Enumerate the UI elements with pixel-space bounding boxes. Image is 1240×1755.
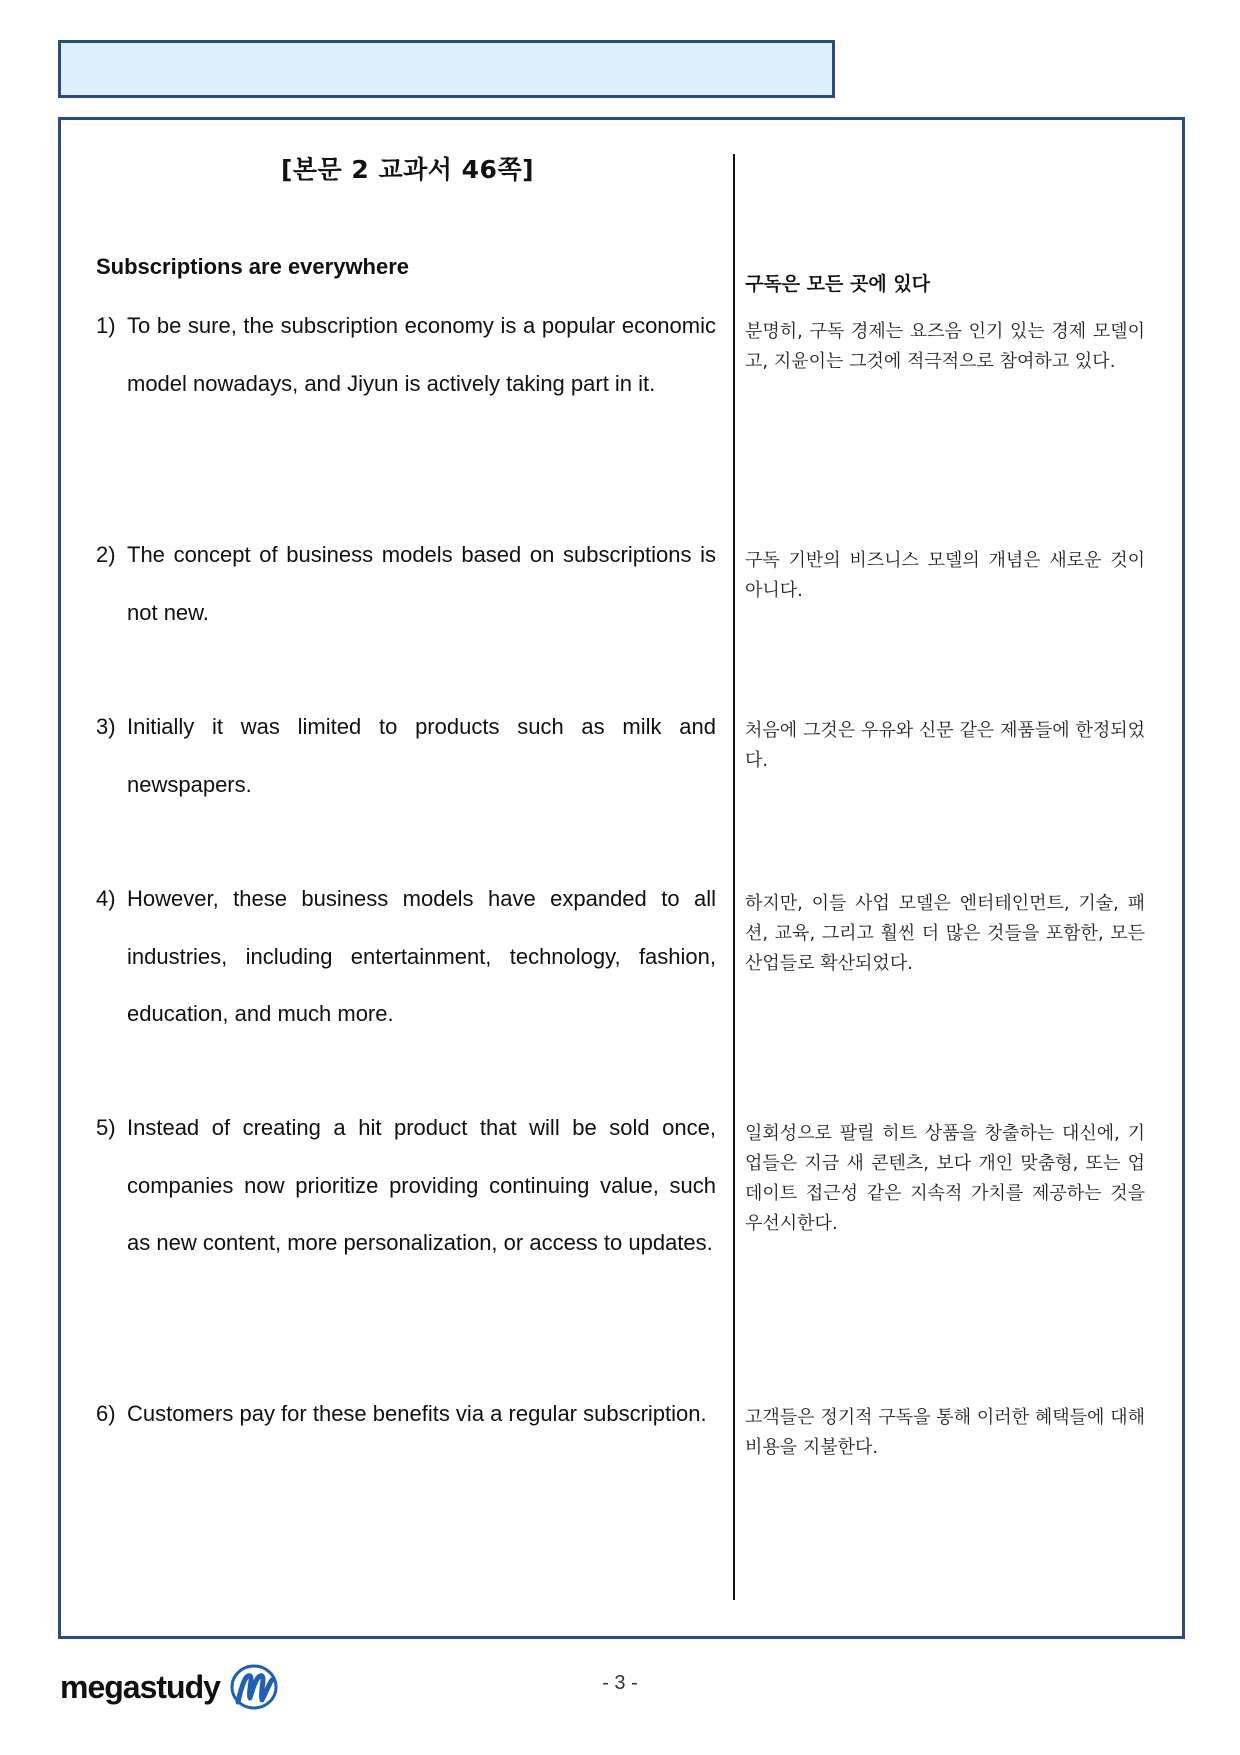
logo-wordmark: megastudy xyxy=(60,1668,220,1705)
english-sentence-3 xyxy=(96,698,716,813)
lesson-title: [본문 2 교과서 46쪽] xyxy=(280,155,535,184)
korean-translation-5: 일회성으로 팔릴 히트 상품을 창출하는 대신에, 기업들은 지금 새 콘텐츠, 보다 개인 맞춤형, 또는 업데이트 접근성 같은 지속적 가치를 제공하는 것을 우선시한다. xyxy=(745,1123,1145,1234)
sentence-number: 5) xyxy=(96,1115,116,1140)
korean-translation-4: 하지만, 이들 사업 모델은 엔터테인먼트, 기술, 패션, 교육, 그리고 훨씬 더 많은 것들을 포함한, 모든 산업들로 확산되었다. xyxy=(745,893,1145,974)
sentence-text: The concept of business models based on subscriptions is not new. xyxy=(127,542,716,625)
sentence-text: Instead of creating a hit product that will be sold once, companies now prioritize providing continuing value, such as new content, more personalization, or access to updates. xyxy=(127,1115,716,1255)
english-sentence-5 xyxy=(96,1099,716,1272)
page-number: - 3 - xyxy=(602,1672,638,1694)
section-title-english: Subscriptions are everywhere xyxy=(96,254,410,279)
english-sentence-2 xyxy=(96,526,716,641)
sentence-number: 3) xyxy=(96,714,116,739)
column-divider xyxy=(733,154,735,1600)
sentence-number: 6) xyxy=(96,1401,116,1426)
header-banner xyxy=(58,40,835,98)
megastudy-logo xyxy=(60,1662,280,1712)
sentence-text: To be sure, the subscription economy is a popular economic model nowadays, and Jiyun is actively taking part in it. xyxy=(127,313,716,396)
korean-translation-6: 고객들은 정기적 구독을 통해 이러한 혜택들에 대해 비용을 지불한다. xyxy=(745,1407,1145,1458)
sentence-number: 2) xyxy=(96,542,116,567)
korean-translation-1: 분명히, 구독 경제는 요즈음 인기 있는 경제 모델이고, 지윤이는 그것에 적극적으로 참여하고 있다. xyxy=(745,321,1145,372)
english-sentence-4 xyxy=(96,870,716,1043)
korean-translation-3: 처음에 그것은 우유와 신문 같은 제품들에 한정되었다. xyxy=(745,720,1145,771)
megastudy-m-logo-icon xyxy=(228,1662,280,1712)
sentence-text: However, these business models have expanded to all industries, including entertainment, technology, fashion, education, and much more. xyxy=(127,886,716,1026)
korean-translation-2: 구독 기반의 비즈니스 모델의 개념은 새로운 것이 아니다. xyxy=(745,550,1145,601)
section-title-korean: 구독은 모든 곳에 있다 xyxy=(745,273,931,295)
english-sentence-1 xyxy=(96,297,716,412)
sentence-number: 4) xyxy=(96,886,116,911)
sentence-text: Customers pay for these benefits via a regular subscription. xyxy=(127,1401,707,1426)
sentence-number: 1) xyxy=(96,313,116,338)
english-sentence-6 xyxy=(96,1385,716,1443)
sentence-text: Initially it was limited to products such as milk and newspapers. xyxy=(127,714,716,797)
